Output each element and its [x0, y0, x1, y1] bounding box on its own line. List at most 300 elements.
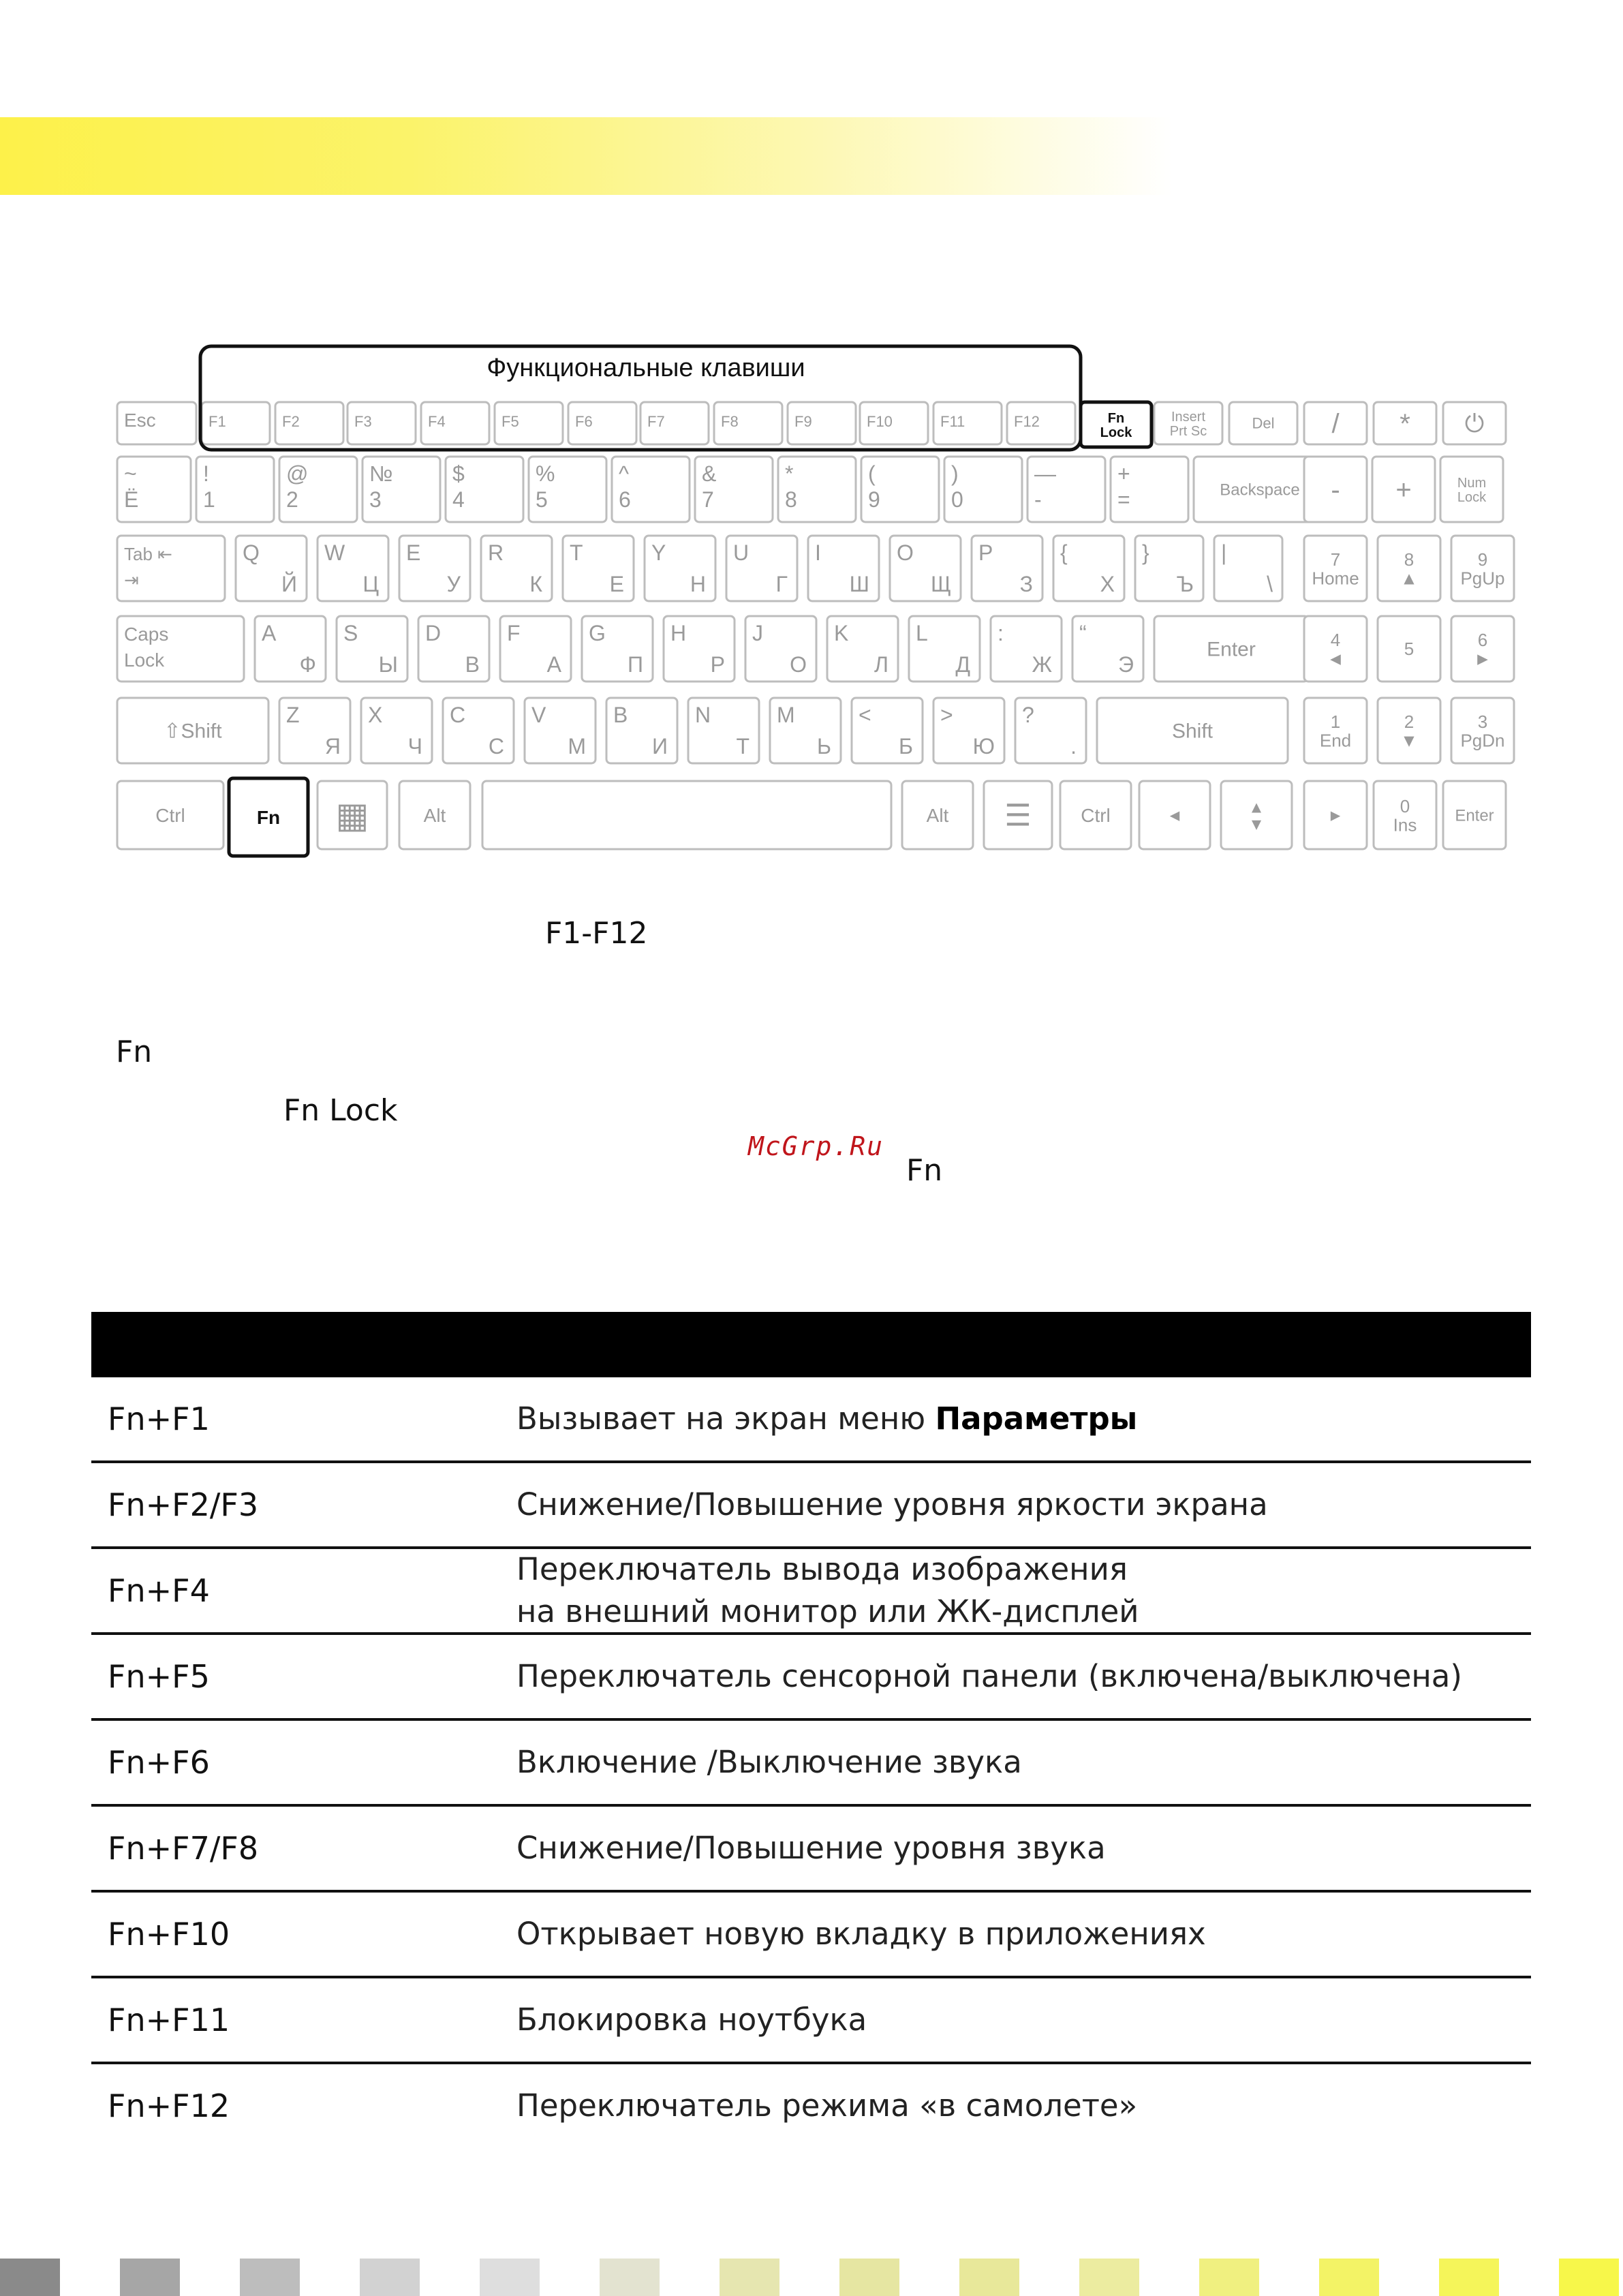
key-label: ▼ [1400, 730, 1418, 751]
row-desc-bold: Параметры [935, 1400, 1138, 1437]
key-label: J [752, 621, 763, 645]
key-label: Y [651, 540, 666, 565]
key-sh-5 [606, 698, 677, 763]
key-num-11 [1027, 457, 1105, 522]
key-label: O [897, 540, 914, 565]
key-label: 4 [452, 487, 465, 512]
key-label: 1 [203, 487, 215, 512]
key-label: / [1331, 409, 1340, 439]
key-label: 6 [1477, 630, 1488, 651]
key-sublabel: М [568, 734, 586, 759]
key-label: ◄ [1166, 806, 1183, 825]
row-key: Fn+F6 [108, 1744, 210, 1781]
key-sublabel: Г [775, 572, 788, 596]
row-key: Fn+F12 [108, 2087, 230, 2124]
key-sublabel: У [446, 572, 461, 596]
key-label: K [834, 621, 849, 645]
key-label: % [536, 461, 555, 486]
table-row [91, 1635, 1531, 1721]
key-lctrl [117, 781, 223, 849]
key-fn [229, 778, 308, 856]
key-label: 9 [1477, 549, 1488, 570]
key-label: F10 [867, 413, 893, 430]
row-key: Fn+F11 [108, 2002, 230, 2038]
key-lshift [117, 698, 268, 763]
key-label: Ctrl [155, 804, 185, 826]
key-sublabel: \ [1267, 572, 1273, 596]
key-sublabel: В [465, 652, 480, 677]
key-num-6 [612, 457, 690, 522]
key-label: “ [1079, 621, 1087, 645]
key-label: Lock [1100, 425, 1132, 440]
key-label: - [1034, 487, 1042, 512]
key-label: F9 [794, 413, 812, 430]
key-num-10 [944, 457, 1022, 522]
key-label: M [777, 703, 795, 727]
key-label: Alt [926, 804, 949, 826]
key-f9 [788, 402, 856, 444]
strip-block [959, 2259, 1019, 2296]
watermark: McGrp.Ru [748, 1131, 884, 1161]
key-label: Lock [124, 649, 165, 671]
key-sublabel: Щ [931, 572, 951, 596]
table-row [91, 1893, 1531, 1978]
key-label: Insert [1171, 410, 1206, 425]
key-sublabel: Н [690, 572, 706, 596]
key-hm-9 [909, 616, 980, 682]
key-sublabel: Ы [378, 652, 398, 677]
table-header [91, 1312, 1531, 1377]
key-qw-6 [645, 536, 715, 601]
key-qw-11 [1053, 536, 1124, 601]
key-qw-16 [1451, 536, 1514, 601]
key-asterisk [1374, 402, 1436, 444]
key-num-4 [446, 457, 523, 522]
key-num-0 [117, 457, 191, 522]
key-label: 8 [1404, 549, 1415, 570]
row-desc: Включение /Выключение звука [516, 1744, 1022, 1780]
key-label: Tab ⇤ [124, 544, 172, 564]
key-label: End [1319, 730, 1352, 751]
key-sublabel: Л [874, 652, 888, 677]
key-sh-2 [361, 698, 432, 763]
key-label: 3 [369, 487, 382, 512]
key-num-12 [1111, 457, 1188, 522]
key-sublabel: П [628, 652, 643, 677]
strip-block [600, 2259, 660, 2296]
key-tab [117, 536, 225, 601]
key-sublabel: Й [281, 572, 297, 596]
key-sh-7 [770, 698, 841, 763]
key-qw-9 [890, 536, 961, 601]
key-label: 9 [868, 487, 880, 512]
key-sublabel: Ь [817, 734, 831, 759]
key-hm-13 [1304, 616, 1367, 682]
key-f12 [1007, 402, 1075, 444]
key-hm-1 [255, 616, 326, 682]
key-label: Enter [1455, 806, 1494, 825]
key-label: I [815, 540, 821, 565]
key-label: 8 [785, 487, 797, 512]
key-sublabel: Е [609, 572, 624, 596]
key-hm-14 [1378, 616, 1440, 682]
key-label: Enter [1207, 638, 1256, 661]
key-qw-7 [726, 536, 797, 601]
key-label: Num [1457, 476, 1487, 491]
fn-label-2: Fn [906, 1153, 943, 1188]
key-qw-3 [399, 536, 470, 601]
key-sublabel: З [1019, 572, 1033, 596]
key-hm-11 [1072, 616, 1143, 682]
key-label: ! [203, 461, 209, 486]
key-label: 2 [286, 487, 298, 512]
row-desc: Переключатель режима «в самолете» [516, 2087, 1138, 2124]
row-desc: Переключатель сенсорной панели (включена/выключена) [516, 1658, 1462, 1694]
row-desc: Блокировка ноутбука [516, 2002, 867, 2038]
key-label: ? [1022, 703, 1034, 727]
key-label: Shift [1171, 720, 1214, 743]
key-label: Home [1312, 568, 1359, 589]
row-desc: Снижение/Повышение уровня звука [516, 1830, 1106, 1866]
key-label: ▲ [1248, 798, 1265, 817]
key-label: + [1117, 461, 1130, 486]
key-num-7 [695, 457, 773, 522]
key-label: ▼ [1248, 815, 1265, 834]
key-sh-10 [1015, 698, 1086, 763]
strip-block [240, 2259, 300, 2296]
key-label: Esc [124, 410, 156, 431]
strip-block [1559, 2259, 1619, 2296]
key-label: ► [1327, 806, 1344, 825]
strip-block [360, 2259, 420, 2296]
key-qw-4 [481, 536, 552, 601]
key-updown [1221, 781, 1292, 849]
key-f5 [495, 402, 563, 444]
key-del [1229, 402, 1297, 444]
key-hm-15 [1451, 616, 1514, 682]
row-desc: Переключатель вывода изображения [516, 1551, 1128, 1587]
key-label: S [343, 621, 358, 645]
key-label: T [570, 540, 583, 565]
key-esc [117, 402, 196, 444]
key-qw-1 [236, 536, 307, 601]
key-label: = [1117, 487, 1130, 512]
key-sh-9 [933, 698, 1004, 763]
row-desc: Открывает новую вкладку в приложениях [516, 1916, 1206, 1952]
key-label: — [1034, 461, 1056, 486]
key-num-9 [861, 457, 939, 522]
key-ralt [902, 781, 973, 849]
key-label: ▲ [1400, 568, 1418, 589]
key-label: & [702, 461, 717, 486]
key-label: 7 [702, 487, 714, 512]
key-label: ► [1474, 648, 1491, 669]
key-label: A [262, 621, 277, 645]
key-label: L [916, 621, 928, 645]
key-num-14 [1304, 457, 1367, 522]
key-num-16 [1440, 457, 1503, 522]
strip-block [480, 2259, 540, 2296]
key-label: > [940, 703, 953, 727]
key-label: < [859, 703, 871, 727]
key-label: Del [1252, 414, 1275, 432]
key-label: Backspace [1220, 480, 1300, 500]
key-num-5 [529, 457, 606, 522]
key-label: F [507, 621, 521, 645]
key-label: + [1395, 475, 1412, 505]
key-num-3 [362, 457, 440, 522]
key-label: - [1331, 475, 1340, 505]
key-sublabel: Б [899, 734, 913, 759]
key-label: 4 [1330, 630, 1341, 651]
key-qw-15 [1378, 536, 1440, 601]
strip-block [720, 2259, 779, 2296]
key-win [318, 781, 387, 849]
key-label: C [450, 703, 466, 727]
key-label: F11 [940, 413, 965, 430]
key-label: F12 [1014, 413, 1040, 430]
key-f4 [421, 402, 489, 444]
key-label: Fn [1107, 411, 1125, 426]
key-label: } [1142, 540, 1149, 565]
key-label: F8 [721, 413, 739, 430]
row-key: Fn+F1 [108, 1400, 210, 1437]
key-label: Ё [124, 487, 139, 512]
key-hm-7 [745, 616, 816, 682]
key-label: Alt [423, 804, 446, 826]
key-label: F3 [354, 413, 372, 430]
key-sh-3 [443, 698, 514, 763]
key-label: ⇧Shift [164, 720, 222, 743]
key-right [1304, 781, 1367, 849]
f-keys-label: F1-F12 [545, 916, 648, 951]
key-qw-10 [972, 536, 1042, 601]
key-sublabel: Ф [299, 652, 316, 677]
key-label: 1 [1330, 711, 1341, 733]
table-row [91, 1721, 1531, 1807]
key-sublabel: Т [736, 734, 749, 759]
key-left [1139, 781, 1210, 849]
key-label: * [785, 461, 794, 486]
key-sublabel: Ц [362, 572, 379, 596]
strip-block [0, 2259, 60, 2296]
key-sublabel: Р [710, 652, 725, 677]
key-label: $ [452, 461, 465, 486]
key-num-1 [196, 457, 274, 522]
key-sublabel: А [546, 652, 561, 677]
key-sh-1 [279, 698, 350, 763]
key-label: W [324, 540, 345, 565]
key-label: PgUp [1460, 568, 1505, 589]
key-label: G [589, 621, 606, 645]
key-f6 [568, 402, 636, 444]
key-label: Ins [1393, 814, 1417, 836]
key-sublabel: К [529, 572, 542, 596]
key-sublabel: . [1070, 734, 1077, 759]
table-row [91, 1377, 1531, 1463]
key-label: 0 [1400, 796, 1410, 817]
key-label: P [978, 540, 993, 565]
key-label: ) [951, 461, 959, 486]
key-hm-10 [991, 616, 1062, 682]
key-label: ( [868, 461, 876, 486]
key-fn-lock [1081, 402, 1151, 447]
key-label: N [695, 703, 711, 727]
key-sublabel: Ш [849, 572, 869, 596]
key-space [482, 781, 891, 849]
key-insert [1154, 402, 1222, 444]
key-power [1443, 402, 1506, 444]
row-key: Fn+F7/F8 [108, 1830, 259, 1867]
key-rctrl [1060, 781, 1131, 849]
strip-block [839, 2259, 899, 2296]
key-f7 [640, 402, 709, 444]
key-f11 [933, 402, 1002, 444]
fn-lock-label: Fn Lock [283, 1093, 398, 1128]
key-hm-5 [582, 616, 653, 682]
key-label: ⇥ [124, 570, 139, 590]
key-label: Caps [124, 624, 169, 645]
key-ins [1374, 781, 1436, 849]
key-sublabel: Ъ [1176, 572, 1194, 596]
key-num-2 [279, 457, 357, 522]
key-rshift [1097, 698, 1288, 763]
key-sh-4 [525, 698, 596, 763]
key-qw-5 [563, 536, 634, 601]
key-qw-13 [1214, 536, 1282, 601]
strip-block [1319, 2259, 1379, 2296]
row-desc: Снижение/Повышение уровня яркости экрана [516, 1486, 1268, 1522]
key-label: Lock [1457, 490, 1487, 505]
key-label: 3 [1477, 711, 1488, 733]
key-label: V [531, 703, 546, 727]
key-label: ⏻ [1464, 409, 1485, 438]
row-key: Fn+F2/F3 [108, 1486, 259, 1523]
strip-block [120, 2259, 180, 2296]
key-label: 7 [1330, 549, 1341, 570]
key-label: { [1060, 540, 1068, 565]
key-lalt [399, 781, 470, 849]
key-label: PgDn [1460, 730, 1505, 751]
key-label: ~ [124, 461, 137, 486]
key-label: 2 [1404, 711, 1415, 733]
key-label: : [998, 621, 1004, 645]
key-num-15 [1372, 457, 1435, 522]
key-label: ☰ [1004, 799, 1032, 833]
key-label: | [1221, 540, 1227, 565]
key-label: F6 [575, 413, 593, 430]
key-qw-8 [808, 536, 879, 601]
key-label: Fn [256, 806, 281, 828]
strip-block [1439, 2259, 1499, 2296]
key-label: ^ [619, 461, 630, 486]
key-label: 0 [951, 487, 963, 512]
row-desc-line2: на внешний монитор или ЖК-дисплей [516, 1593, 1139, 1629]
row-key: Fn+F5 [108, 1658, 210, 1695]
key-sublabel: Э [1118, 652, 1134, 677]
key-f1 [202, 402, 270, 444]
key-label: Ctrl [1081, 804, 1111, 826]
key-menu [984, 781, 1052, 849]
table-row [91, 1978, 1531, 2064]
key-qw-12 [1135, 536, 1203, 601]
key-hm-2 [337, 616, 407, 682]
key-sh-14 [1451, 698, 1514, 763]
table-row [91, 1463, 1531, 1549]
key-f2 [275, 402, 343, 444]
key-sublabel: Ю [972, 734, 995, 759]
key-label: Prt Sc [1169, 424, 1207, 439]
key-label: D [425, 621, 442, 645]
key-label: U [733, 540, 749, 565]
fn-label: Fn [116, 1035, 153, 1069]
key-label: 5 [536, 487, 548, 512]
key-label: № [369, 461, 393, 486]
key-sublabel: Х [1100, 572, 1115, 596]
key-sublabel: И [652, 734, 668, 759]
key-label: F4 [428, 413, 446, 430]
key-label: X [368, 703, 383, 727]
key-sh-8 [852, 698, 923, 763]
row-key: Fn+F10 [108, 1916, 230, 1953]
key-sh-13 [1378, 698, 1440, 763]
key-qw-2 [318, 536, 388, 601]
key-kp-enter [1443, 781, 1506, 849]
table-row [91, 1549, 1531, 1635]
key-label: ◄ [1327, 648, 1344, 669]
key-label: * [1400, 409, 1410, 439]
table-row [91, 1807, 1531, 1893]
key-hm-6 [664, 616, 735, 682]
key-label: F1 [208, 413, 226, 430]
key-sublabel: Я [324, 734, 341, 759]
function-keys-group-title: Функциональные клавиши [486, 354, 805, 382]
key-label: 5 [1404, 639, 1415, 660]
footer-color-strip [0, 2259, 1623, 2296]
key-caps [117, 616, 244, 682]
key-label: E [406, 540, 421, 565]
key-label: Q [243, 540, 260, 565]
key-f3 [347, 402, 416, 444]
table-row [91, 2064, 1531, 2147]
key-sh-6 [688, 698, 759, 763]
key-num-8 [778, 457, 856, 522]
key-f8 [714, 402, 782, 444]
key-slash [1304, 402, 1367, 444]
key-sublabel: О [790, 652, 807, 677]
key-enter [1154, 616, 1308, 682]
key-sublabel: С [488, 734, 504, 759]
key-label: F7 [647, 413, 665, 430]
key-sublabel: Ч [407, 734, 422, 759]
key-label: F2 [282, 413, 300, 430]
key-sh-12 [1304, 698, 1367, 763]
key-hm-8 [827, 616, 898, 682]
key-label: @ [286, 461, 309, 486]
strip-block [1079, 2259, 1139, 2296]
key-sublabel: Ж [1032, 652, 1052, 677]
key-label: F5 [501, 413, 519, 430]
key-label: R [488, 540, 504, 565]
key-label: Z [286, 703, 300, 727]
key-label: B [613, 703, 628, 727]
strip-block [1199, 2259, 1259, 2296]
key-qw-14 [1304, 536, 1367, 601]
row-key: Fn+F4 [108, 1572, 210, 1609]
key-f10 [860, 402, 928, 444]
key-label: ▦ [335, 796, 369, 836]
key-label: 6 [619, 487, 631, 512]
